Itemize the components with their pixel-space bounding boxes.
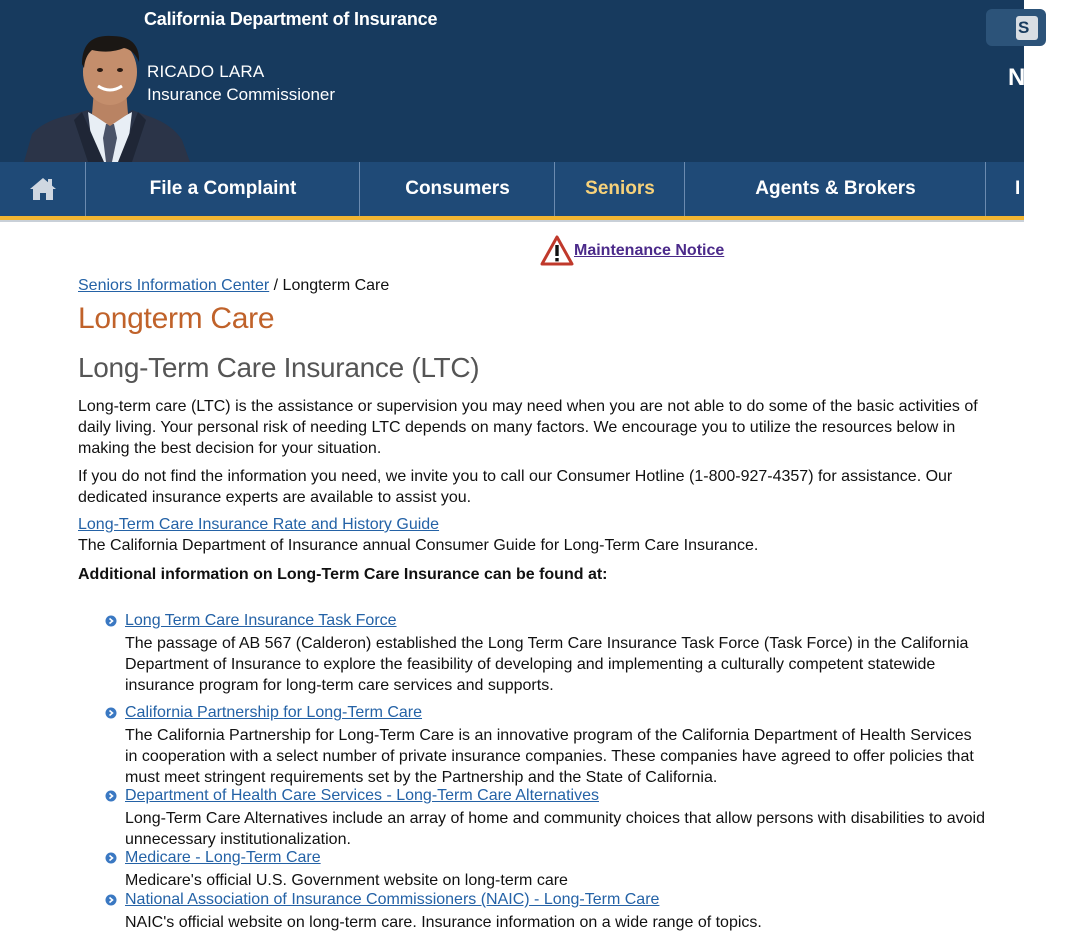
hotline-paragraph: If you do not find the information you need, we invite you to call our Consumer Hotline (1-800-927-4357) for assistance. Our dedicated insurance experts are available to assist you.	[78, 468, 953, 506]
nav-more[interactable]: I	[985, 162, 1075, 216]
header-cutoff-text: N	[1008, 64, 1026, 91]
rate-history-guide-description: The California Department of Insurance annual Consumer Guide for Long-Term Care Insurance.	[78, 537, 759, 554]
resource-link-medicare[interactable]: Medicare - Long-Term Care	[125, 849, 321, 866]
site-header	[0, 0, 1030, 162]
resource-link-naic[interactable]: National Association of Insurance Commissioners (NAIC) - Long-Term Care	[125, 891, 660, 908]
home-icon	[29, 176, 57, 202]
bullet-icon	[105, 707, 117, 719]
search-icon[interactable]: S	[1016, 16, 1038, 40]
breadcrumb-seniors-information-center[interactable]: Seniors Information Center	[78, 277, 270, 294]
bullet-icon	[105, 790, 117, 802]
nav-home[interactable]	[0, 162, 85, 216]
maintenance-notice	[540, 235, 724, 267]
additional-info-heading: Additional information on Long-Term Care Insurance can be found at:	[78, 566, 608, 583]
department-title[interactable]: California Department of Insurance	[144, 9, 438, 29]
resource-link-california-partnership[interactable]: California Partnership for Long-Term Care	[125, 704, 423, 721]
maintenance-notice-link[interactable]: Maintenance Notice	[574, 242, 725, 259]
rate-history-guide-link[interactable]: Long-Term Care Insurance Rate and History Guide	[78, 516, 440, 533]
warning-icon	[540, 235, 574, 267]
resource-link-dhcs-alternatives[interactable]: Department of Health Care Services - Long-Term Care Alternatives	[125, 787, 599, 804]
breadcrumb-separator: /	[269, 277, 283, 294]
commissioner-name: RICADO LARA	[147, 62, 265, 81]
bullet-icon	[105, 894, 117, 906]
resource-description: The passage of AB 567 (Calderon) established the Long Term Care Insurance Task Force (Task Force) in the California Department of Insurance to explore the feasibility of developing and implementing a culturally competent statewide insurance program for long-term care services and supports.	[125, 635, 969, 694]
resource-description: The California Partnership for Long-Term Care is an innovative program of the California Department of Health Services in cooperation with a select number of private insurance companies. These companies have agreed to offer policies that must meet stringent requirements set by the Partnership and the State of California.	[125, 727, 974, 786]
main-nav	[0, 162, 1024, 220]
nav-seniors[interactable]: Seniors	[554, 162, 685, 216]
nav-consumers[interactable]: Consumers	[359, 162, 555, 216]
nav-agents-brokers[interactable]: Agents & Brokers	[684, 162, 986, 216]
nav-divider	[0, 220, 1024, 222]
commissioner-title: Insurance Commissioner	[147, 85, 336, 104]
bullet-icon	[105, 852, 117, 864]
page-title: Longterm Care	[78, 302, 275, 335]
intro-paragraph: Long-term care (LTC) is the assistance or supervision you may need when you are not able to do some of the basic activities of daily living. Your personal risk of needing LTC depends on many factors. We encourage you to utilize the resources below in making the best decision for your situation.	[78, 398, 978, 457]
breadcrumb	[78, 277, 389, 295]
breadcrumb-current: Longterm Care	[282, 277, 390, 294]
section-title: Long-Term Care Insurance (LTC)	[78, 352, 480, 383]
bullet-icon	[105, 615, 117, 627]
resource-link-task-force[interactable]: Long Term Care Insurance Task Force	[125, 612, 397, 629]
resource-description: Long-Term Care Alternatives include an array of home and community choices that allow persons with disabilities to avoid unnecessary institutionalization.	[125, 810, 985, 848]
resource-description: Medicare's official U.S. Government website on long-term care	[125, 872, 568, 889]
resource-description: NAIC's official website on long-term care. Insurance information on a wide range of topics.	[125, 914, 762, 931]
nav-file-a-complaint[interactable]: File a Complaint	[85, 162, 360, 216]
